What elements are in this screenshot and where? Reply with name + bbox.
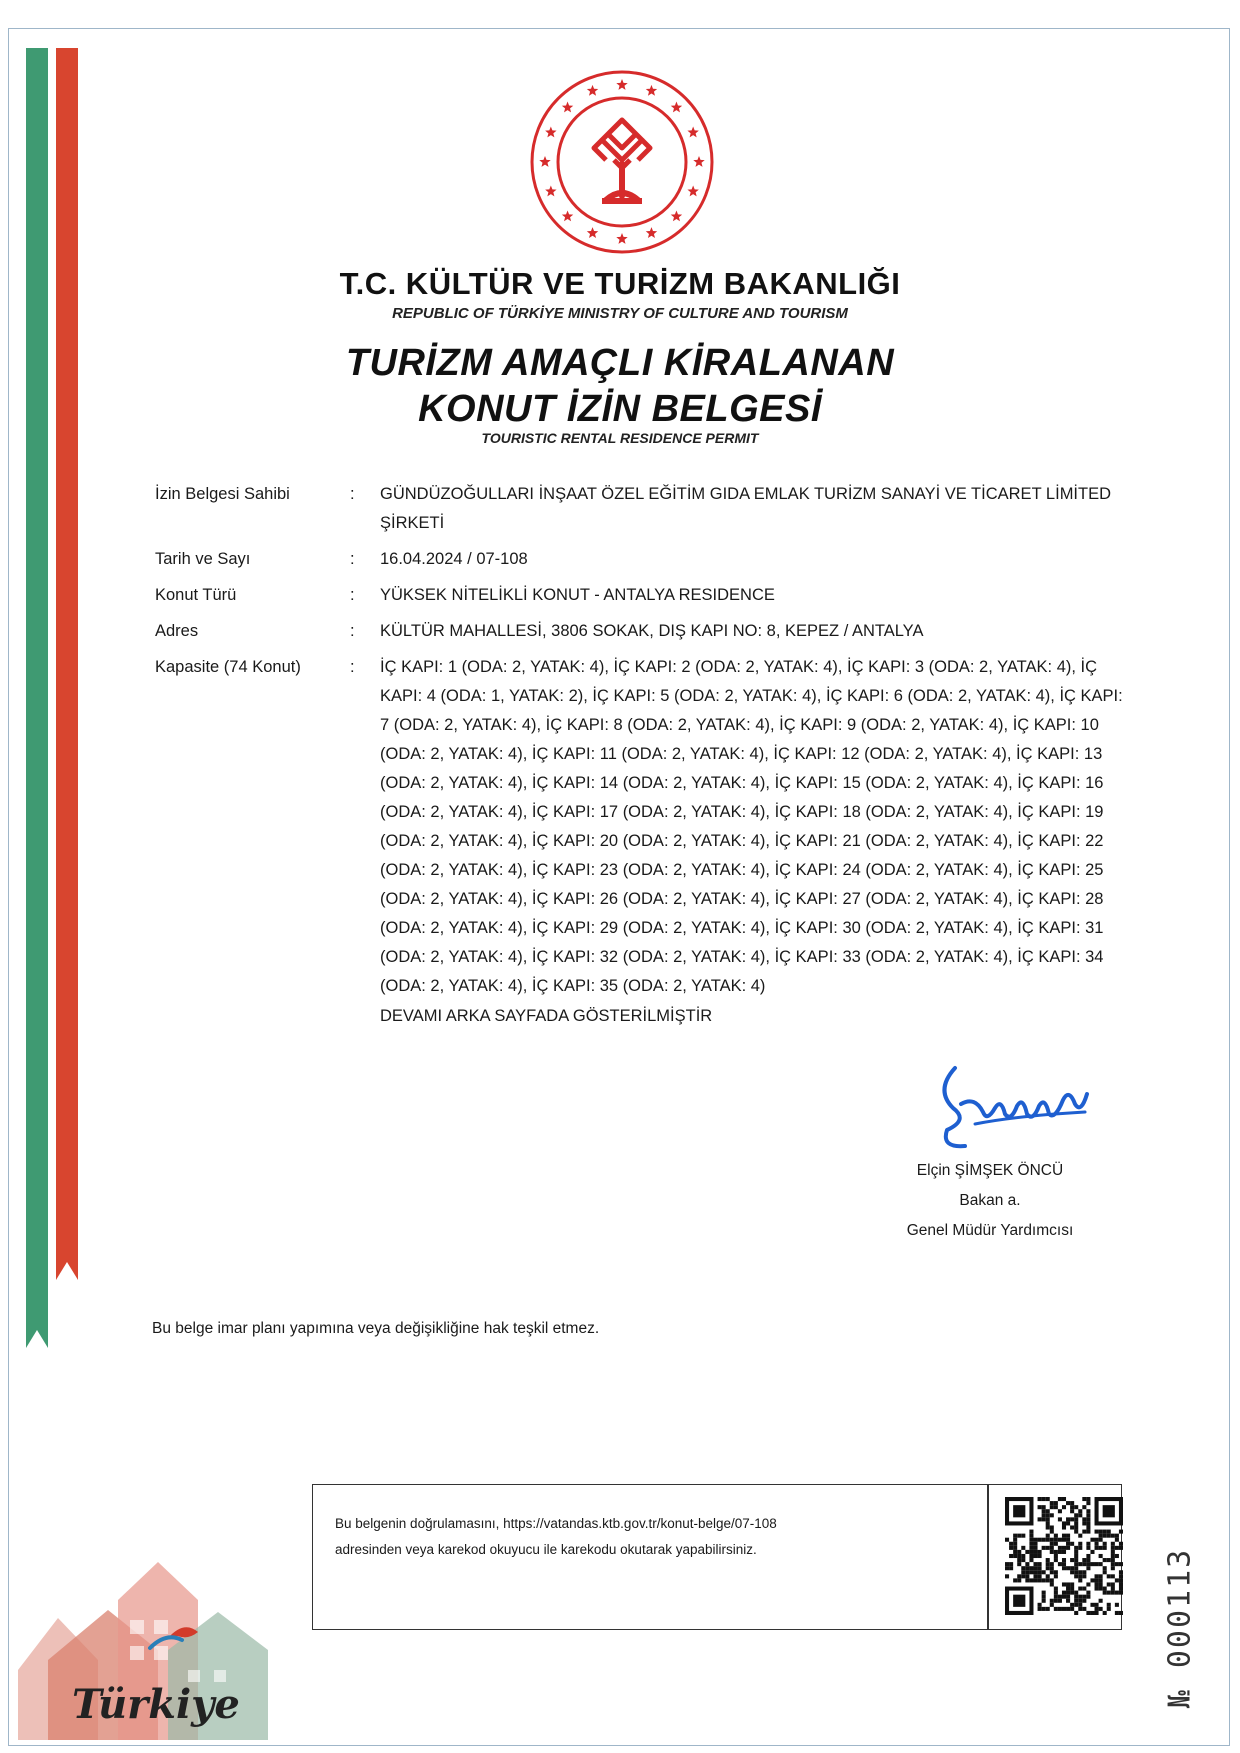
signatory-block [860, 1156, 1120, 1246]
seal-star [646, 85, 657, 96]
ministry-name-english: REPUBLIC OF TÜRKİYE MINISTRY OF CULTURE AND TOURISM [392, 305, 848, 322]
seal-star [562, 102, 573, 113]
field-value: YÜKSEK NİTELİKLİ KONUT - ANTALYA RESIDENCE [380, 586, 775, 604]
signatory-on-behalf: Bakan a. [959, 1192, 1021, 1209]
turkiye-logo-text: Türkiye [72, 1681, 240, 1728]
seal-star [539, 156, 550, 167]
seal-star [545, 185, 556, 196]
disclaimer-text: Bu belge imar planı yapımına veya değişikliğine hak teşkil etmez. [152, 1320, 600, 1337]
serial-number-block [1150, 1508, 1210, 1748]
field-colon: : [350, 622, 355, 640]
field-row-address [155, 617, 1135, 646]
field-colon: : [350, 586, 355, 604]
field-colon: : [350, 550, 355, 568]
document-title-line1: TURİZM AMAÇLI KİRALANAN [345, 342, 895, 384]
seal-star [671, 210, 682, 221]
field-label: Tarih ve Sayı [155, 550, 251, 568]
continuation-note: DEVAMI ARKA SAYFADA GÖSTERİLMİŞTİR [380, 1007, 713, 1025]
permit-fields [155, 480, 1135, 1031]
turkiye-logo-icon [18, 1540, 288, 1740]
signatory-name: Elçin ŞİMŞEK ÖNCÜ [916, 1162, 1064, 1179]
seal-star [587, 227, 598, 238]
seal-star [616, 233, 627, 244]
qr-code-icon[interactable] [1005, 1497, 1123, 1615]
red-ribbon [56, 48, 78, 1278]
field-row-holder [155, 480, 1135, 538]
ministry-seal-icon [528, 68, 716, 256]
verification-box [312, 1484, 1122, 1630]
verification-line2: adresinden veya karekod okuyucu ile karekodu okutarak yapabilirsiniz. [335, 1542, 757, 1557]
verification-line1: Bu belgenin doğrulamasını, https://vatandas.ktb.gov.tr/konut-belge/07-108 [335, 1516, 777, 1531]
signatory-title: Genel Müdür Yardımcısı [906, 1222, 1074, 1239]
field-row-date [155, 545, 1135, 574]
field-label: Kapasite (74 Konut) [155, 658, 301, 676]
serial-number: № 000113 [1162, 1547, 1198, 1709]
field-label: İzin Belgesi Sahibi [155, 485, 290, 503]
signature-icon [935, 1060, 1095, 1160]
field-value: 16.04.2024 / 07-108 [380, 550, 528, 568]
green-ribbon-notch [26, 1330, 48, 1348]
field-colon: : [350, 658, 355, 676]
document-title-line2: KONUT İZİN BELGESİ [418, 388, 822, 430]
field-row-capacity [155, 653, 1135, 1001]
seal-star [646, 227, 657, 238]
field-label: Konut Türü [155, 586, 237, 604]
seal-star [693, 156, 704, 167]
verification-text [335, 1511, 915, 1563]
verification-divider [987, 1485, 989, 1629]
field-value: İÇ KAPI: 1 (ODA: 2, YATAK: 4), İÇ KAPI: 2 (ODA: 2, YATAK: 4), İÇ KAPI: 3 (ODA: 2, YATAK: 4), İÇ KAPI: 4 (ODA: 1, YATAK: 2), İÇ KAPI: 5 (ODA: 2, YATAK: 4), İÇ KAPI: 6 (ODA: 2, YATAK: 4), İÇ KAPI: 7 (ODA: 2, YATAK: 4), İÇ KAPI: 8 (ODA: 2, YATAK: 4), İÇ KAPI: 9 (ODA: 2, YATAK: 4), İÇ KAPI: 10 (ODA: 2, YATAK: 4), İÇ KAPI: 11 (ODA: 2, YATAK: 4), İÇ KAPI: 12 (ODA: 2, YATAK: 4), İÇ KAPI: 13 (ODA: 2, YATAK: 4), İÇ KAPI: 14 (ODA: 2, YATAK: 4), İÇ KAPI: 15 (ODA: 2, YATAK: 4), İÇ KAPI: 16 (ODA: 2, YATAK: 4), İÇ KAPI: 17 (ODA: 2, YATAK: 4), İÇ KAPI: 18 (ODA: 2, YATAK: 4), İÇ KAPI: 19 (ODA: 2, YATAK: 4), İÇ KAPI: 20 (ODA: 2, YATAK: 4), İÇ KAPI: 21 (ODA: 2, YATAK: 4), İÇ KAPI: 22 (ODA: 2, YATAK: 4), İÇ KAPI: 23 (ODA: 2, YATAK: 4), İÇ KAPI: 24 (ODA: 2, YATAK: 4), İÇ KAPI: 25 (ODA: 2, YATAK: 4), İÇ KAPI: 26 (ODA: 2, YATAK: 4), İÇ KAPI: 27 (ODA: 2, YATAK: 4), İÇ KAPI: 28 (ODA: 2, YATAK: 4), İÇ KAPI: 29 (ODA: 2, YATAK: 4), İÇ KAPI: 30 (ODA: 2, YATAK: 4), İÇ KAPI: 31 (ODA: 2, YATAK: 4), İÇ KAPI: 32 (ODA: 2, YATAK: 4), İÇ KAPI: 33 (ODA: 2, YATAK: 4), İÇ KAPI: 34 (ODA: 2, YATAK: 4), İÇ KAPI: 35 (ODA: 2, YATAK: 4) [380, 658, 1123, 995]
seal-star [616, 79, 627, 90]
seal-star [587, 85, 598, 96]
ministry-name: T.C. KÜLTÜR VE TURİZM BAKANLIĞI [339, 266, 901, 301]
seal-star [545, 127, 556, 138]
field-value: GÜNDÜZOĞULLARI İNŞAAT ÖZEL EĞİTİM GIDA EMLAK TURİZM SANAYİ VE TİCARET LİMİTED ŞİRKETİ [380, 485, 1112, 532]
field-row-type [155, 581, 1135, 610]
seal-star [687, 185, 698, 196]
field-label: Adres [155, 622, 199, 640]
red-ribbon-notch [56, 1262, 78, 1280]
seal-star [671, 102, 682, 113]
seal-star [562, 210, 573, 221]
green-ribbon [26, 48, 48, 1348]
document-title-english: TOURISTIC RENTAL RESIDENCE PERMIT [481, 430, 759, 446]
field-value: KÜLTÜR MAHALLESİ, 3806 SOKAK, DIŞ KAPI NO: 8, KEPEZ / ANTALYA [380, 622, 924, 640]
seal-star [687, 127, 698, 138]
field-colon: : [350, 485, 355, 503]
